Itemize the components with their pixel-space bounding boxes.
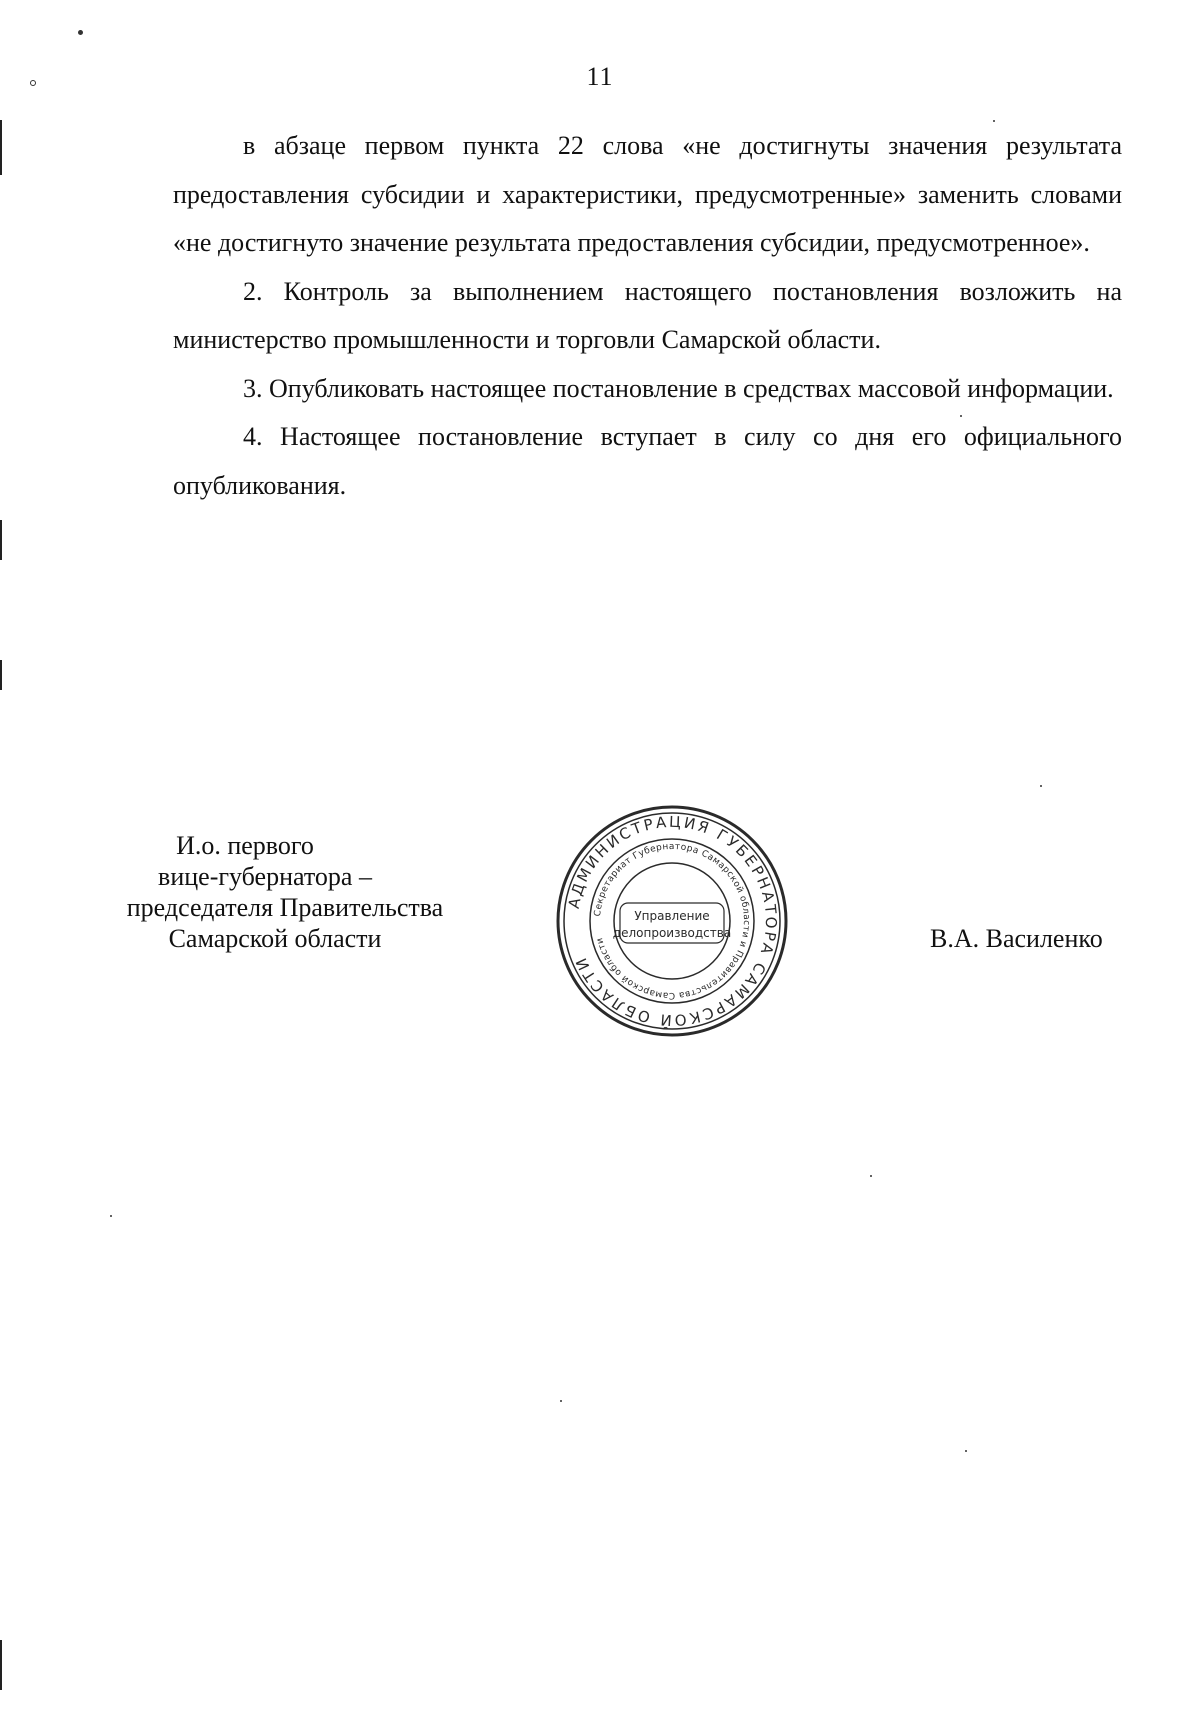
scan-edge-line (0, 1640, 2, 1690)
scan-speck (560, 1400, 562, 1402)
scan-edge-line (0, 660, 2, 690)
signatory-title-line: Самарской области (168, 924, 382, 953)
official-stamp (554, 803, 790, 1039)
paragraph-amendment: в абзаце первом пункта 22 слова «не достигнуты значения результата предоставления субсидии и характеристики, предусмотренные» заменить словами «не достигнуто значение результата предоставления субсидии, предусмотренное». (173, 131, 1122, 257)
paragraph-effective: 4. Настоящее постановление вступает в силу со дня его официального опубликования. (173, 422, 1122, 500)
stamp-center-line-1: Управление (634, 909, 710, 923)
document-body (173, 122, 1122, 510)
scan-speck (965, 1450, 967, 1452)
signatory-title-line: вице-губернатора – (158, 862, 372, 891)
stamp-inner-text: Секретариат Губернатора Самарской области и Правительства Самарской области (593, 841, 752, 1001)
scan-speck (110, 1215, 112, 1217)
scan-speck (870, 1175, 872, 1177)
scan-speck (993, 120, 995, 122)
signatory-title-line: председателя Правительства (126, 893, 444, 922)
scan-speck (78, 30, 83, 35)
scan-speck (1040, 785, 1042, 787)
signatory-title (95, 830, 475, 954)
scan-edge-line (0, 520, 2, 560)
signatory-name: В.А. Василенко (930, 924, 1103, 953)
scan-speck (30, 80, 36, 86)
stamp-outer-text: АДМИНИСТРАЦИЯ ГУБЕРНАТОРА САМАРСКОЙ ОБЛАСТИ (564, 812, 781, 1030)
stamp-center-line-2: делопроизводства (612, 926, 732, 940)
scan-edge-line (0, 120, 2, 175)
paragraph-control: 2. Контроль за выполнением настоящего постановления возложить на министерство промышленности и торговли Самарской области. (173, 276, 1122, 354)
page-number: 11 (586, 62, 614, 91)
paragraph-publish: 3. Опубликовать настоящее постановление в средствах массовой информации. (243, 373, 1114, 403)
scan-speck (960, 415, 962, 417)
signatory-title-line: И.о. первого (176, 831, 314, 860)
